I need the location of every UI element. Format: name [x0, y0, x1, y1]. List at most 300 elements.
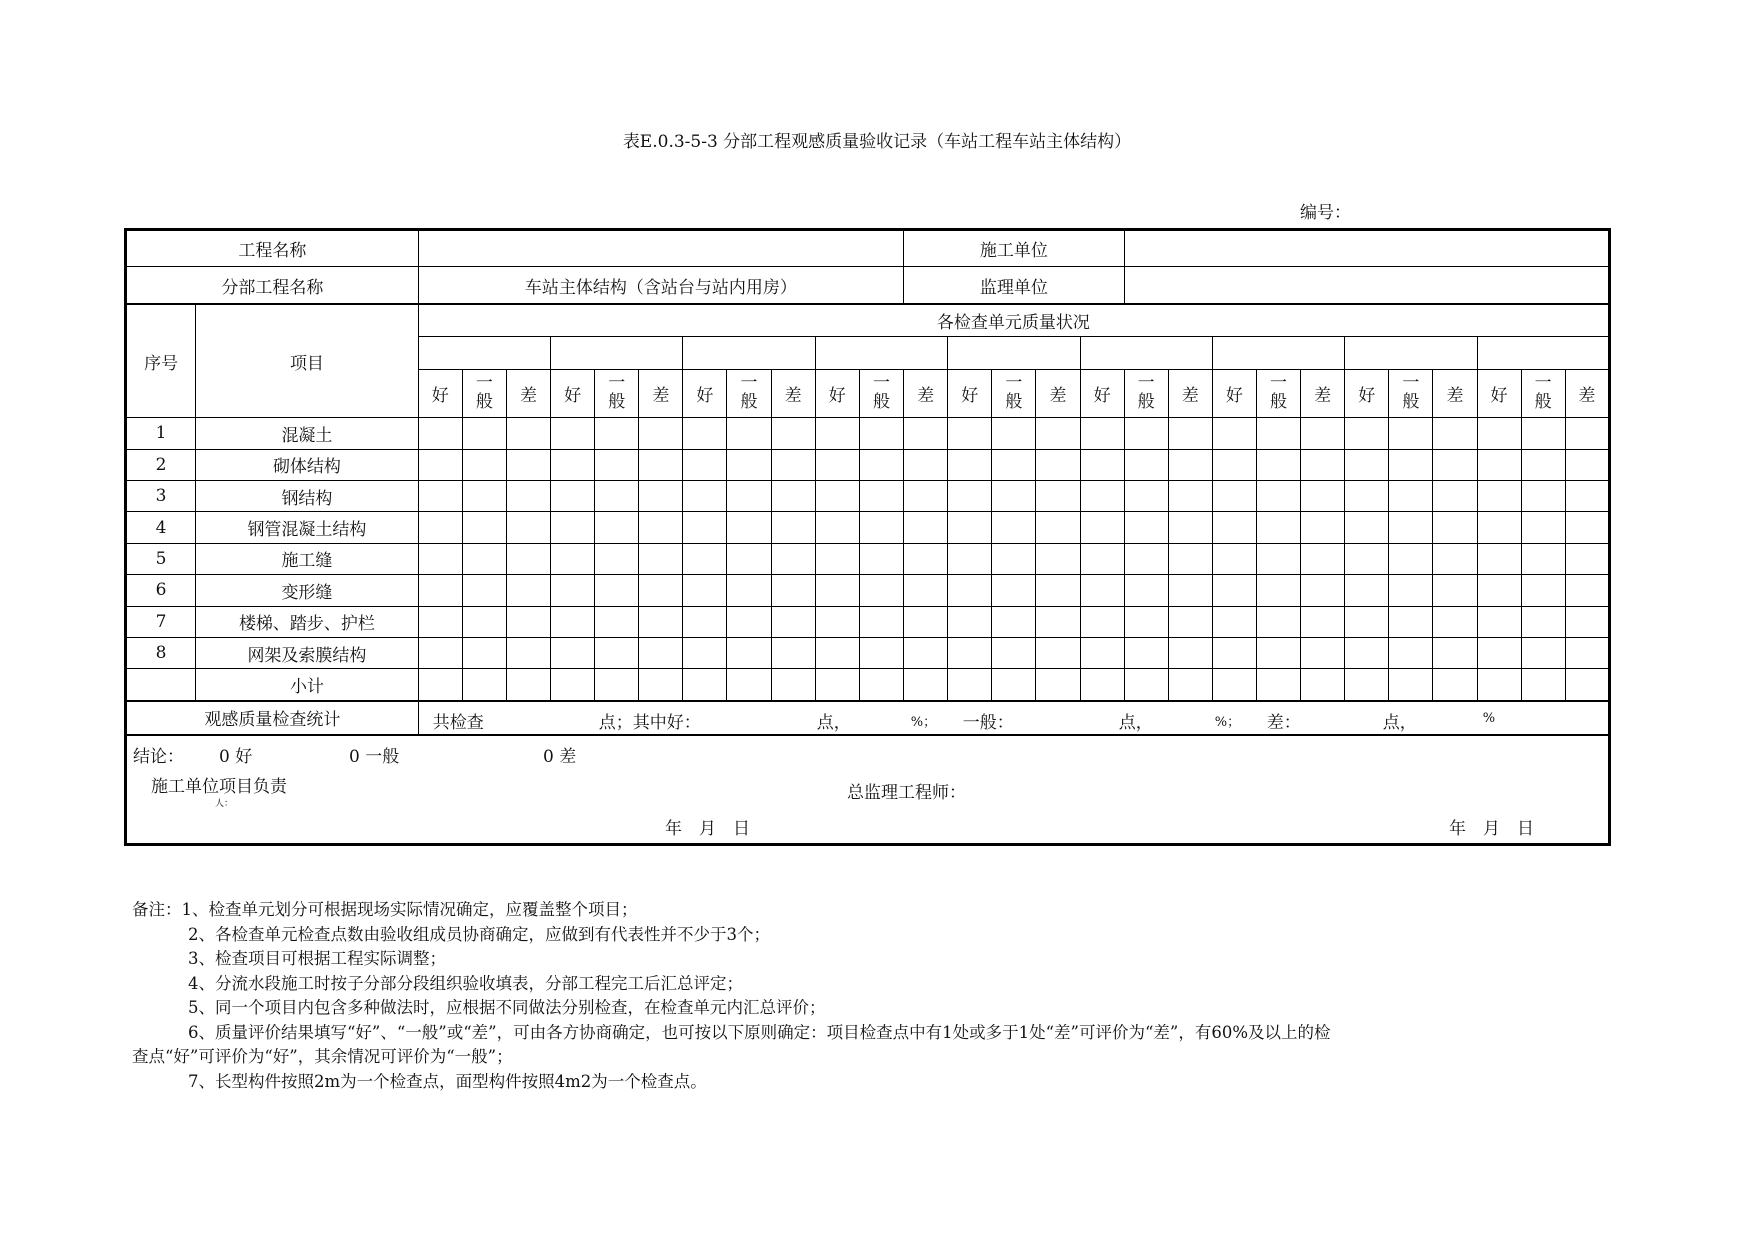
grade-input-cell[interactable] — [1389, 575, 1433, 606]
subtotal-cell[interactable] — [948, 669, 992, 701]
subtotal-cell[interactable] — [418, 669, 462, 701]
grade-input-cell[interactable] — [1036, 575, 1080, 606]
stat-pct1: %； — [910, 715, 937, 731]
grade-input-cell[interactable] — [992, 418, 1036, 449]
grade-input-cell[interactable] — [1565, 449, 1609, 480]
grade-input-cell[interactable] — [1345, 418, 1389, 449]
project-name-field[interactable] — [418, 230, 903, 267]
grade-input-cell[interactable] — [506, 449, 550, 480]
grade-input-cell[interactable] — [1124, 543, 1168, 574]
table-row — [126, 418, 1610, 449]
grade-fair-label — [727, 369, 771, 418]
grade-input-cell[interactable] — [948, 575, 992, 606]
grade-input-cell[interactable] — [462, 575, 506, 606]
grade-input-cell[interactable] — [595, 575, 639, 606]
grade-input-cell[interactable] — [948, 512, 992, 543]
grade-input-cell[interactable] — [1521, 512, 1565, 543]
grade-fair-bottom: 般 — [872, 392, 890, 413]
grade-input-cell[interactable] — [551, 606, 595, 637]
grade-input-cell[interactable] — [1256, 481, 1300, 512]
subtotal-cell[interactable] — [992, 669, 1036, 701]
grade-input-cell[interactable] — [904, 575, 948, 606]
grade-input-cell[interactable] — [595, 606, 639, 637]
grade-input-cell[interactable] — [1345, 575, 1389, 606]
grade-input-cell[interactable] — [683, 418, 727, 449]
grade-input-cell[interactable] — [771, 481, 815, 512]
grade-input-cell[interactable] — [1565, 512, 1609, 543]
grade-input-cell[interactable] — [418, 575, 462, 606]
grade-fair-top: 一 — [475, 373, 493, 394]
grade-input-cell[interactable] — [418, 637, 462, 668]
grade-input-cell[interactable] — [418, 606, 462, 637]
grade-input-cell[interactable] — [639, 481, 683, 512]
grade-input-cell[interactable] — [418, 512, 462, 543]
grade-input-cell[interactable] — [948, 606, 992, 637]
supervisor-sign-date[interactable]: 年 月 日 — [1449, 818, 1534, 839]
grade-input-cell[interactable] — [992, 606, 1036, 637]
grade-input-cell[interactable] — [1477, 418, 1521, 449]
unit-name-cell[interactable] — [1212, 337, 1344, 369]
subproject-field[interactable]: 车站主体结构（含站台与站内用房） — [418, 267, 903, 304]
grade-input-cell[interactable] — [1212, 575, 1256, 606]
inspection-form-table — [124, 228, 1611, 846]
grade-input-cell[interactable] — [1433, 418, 1477, 449]
grade-input-cell[interactable] — [1477, 481, 1521, 512]
grade-input-cell[interactable] — [1521, 481, 1565, 512]
grade-input-cell[interactable] — [506, 418, 550, 449]
grade-input-cell[interactable] — [1168, 637, 1212, 668]
grade-input-cell[interactable] — [1345, 606, 1389, 637]
grade-input-cell[interactable] — [595, 449, 639, 480]
unit-name-cell[interactable] — [1080, 337, 1212, 369]
grade-input-cell[interactable] — [904, 606, 948, 637]
grade-input-cell[interactable] — [904, 481, 948, 512]
grade-input-cell[interactable] — [1345, 449, 1389, 480]
stat-fair: 一般： — [962, 713, 1014, 734]
grade-input-cell[interactable] — [1389, 543, 1433, 574]
grade-input-cell[interactable] — [1256, 637, 1300, 668]
grade-input-cell[interactable] — [815, 481, 859, 512]
grade-input-cell[interactable] — [1433, 543, 1477, 574]
grade-input-cell[interactable] — [1565, 606, 1609, 637]
grade-input-cell[interactable] — [506, 637, 550, 668]
supervisor-field[interactable] — [1124, 267, 1609, 304]
subtotal-seq — [126, 669, 196, 701]
subtotal-cell[interactable] — [1433, 669, 1477, 701]
grade-input-cell[interactable] — [1521, 418, 1565, 449]
grade-input-cell[interactable] — [595, 481, 639, 512]
subtotal-cell[interactable] — [1521, 669, 1565, 701]
grade-input-cell[interactable] — [859, 637, 903, 668]
grade-input-cell[interactable] — [1036, 481, 1080, 512]
grade-fair-bottom: 般 — [740, 392, 758, 413]
grade-input-cell[interactable] — [1124, 606, 1168, 637]
subtotal-cell[interactable] — [727, 669, 771, 701]
grade-input-cell[interactable] — [859, 606, 903, 637]
grade-fair-bottom: 般 — [1005, 392, 1023, 413]
grade-input-cell[interactable] — [1345, 637, 1389, 668]
subtotal-cell[interactable] — [1389, 669, 1433, 701]
grade-input-cell[interactable] — [992, 575, 1036, 606]
grade-input-cell[interactable] — [1256, 418, 1300, 449]
grade-input-cell[interactable] — [1256, 575, 1300, 606]
grade-input-cell[interactable] — [551, 481, 595, 512]
grade-input-cell[interactable] — [1565, 481, 1609, 512]
grade-input-cell[interactable] — [1477, 512, 1521, 543]
grade-fair-bottom: 般 — [1534, 392, 1552, 413]
statistics-cell[interactable] — [418, 701, 1609, 734]
grade-input-cell[interactable] — [1168, 512, 1212, 543]
unit-name-cell[interactable] — [418, 337, 550, 369]
grade-input-cell[interactable] — [639, 543, 683, 574]
grade-input-cell[interactable] — [1433, 449, 1477, 480]
grade-input-cell[interactable] — [683, 606, 727, 637]
grade-input-cell[interactable] — [1168, 543, 1212, 574]
grade-input-cell[interactable] — [595, 512, 639, 543]
grade-input-cell[interactable] — [683, 543, 727, 574]
grade-input-cell[interactable] — [1080, 637, 1124, 668]
grade-input-cell[interactable] — [727, 575, 771, 606]
subtotal-cell[interactable] — [1212, 669, 1256, 701]
grade-input-cell[interactable] — [948, 449, 992, 480]
grade-input-cell[interactable] — [1389, 449, 1433, 480]
grade-input-cell[interactable] — [727, 606, 771, 637]
grade-input-cell[interactable] — [1565, 575, 1609, 606]
grade-input-cell[interactable] — [1212, 606, 1256, 637]
grade-input-cell[interactable] — [1212, 481, 1256, 512]
grade-good-label: 好 — [551, 369, 595, 418]
grade-good-label: 好 — [948, 369, 992, 418]
grade-input-cell[interactable] — [1036, 449, 1080, 480]
grade-input-cell[interactable] — [506, 606, 550, 637]
grade-input-cell[interactable] — [771, 543, 815, 574]
grade-input-cell[interactable] — [1168, 575, 1212, 606]
grade-input-cell[interactable] — [551, 575, 595, 606]
subtotal-cell[interactable] — [1124, 669, 1168, 701]
subtotal-cell[interactable] — [1036, 669, 1080, 701]
grade-input-cell[interactable] — [1389, 637, 1433, 668]
unit-name-cell[interactable] — [815, 337, 947, 369]
grade-input-cell[interactable] — [1389, 418, 1433, 449]
unit-name-cell[interactable] — [1477, 337, 1610, 369]
grade-good-label: 好 — [1477, 369, 1521, 418]
subtotal-cell[interactable] — [1477, 669, 1521, 701]
grade-input-cell[interactable] — [815, 575, 859, 606]
stat-pct2: %； — [1214, 715, 1241, 731]
grade-input-cell[interactable] — [1212, 637, 1256, 668]
grade-input-cell[interactable] — [771, 637, 815, 668]
grade-input-cell[interactable] — [771, 449, 815, 480]
project-name-label: 工程名称 — [126, 230, 419, 267]
stat-pct3: % — [1482, 711, 1496, 727]
grade-input-cell[interactable] — [1477, 637, 1521, 668]
grade-good-label: 好 — [683, 369, 727, 418]
grade-input-cell[interactable] — [1301, 481, 1345, 512]
grade-input-cell[interactable] — [1124, 575, 1168, 606]
grade-input-cell[interactable] — [551, 418, 595, 449]
grade-input-cell[interactable] — [904, 418, 948, 449]
grade-input-cell[interactable] — [595, 418, 639, 449]
grade-input-cell[interactable] — [1212, 543, 1256, 574]
grade-input-cell[interactable] — [1080, 512, 1124, 543]
subtotal-cell[interactable] — [639, 669, 683, 701]
grade-input-cell[interactable] — [904, 543, 948, 574]
grade-input-cell[interactable] — [859, 481, 903, 512]
grade-input-cell[interactable] — [462, 606, 506, 637]
conclusion-good-count: 0 好 — [219, 746, 253, 767]
grade-input-cell[interactable] — [1256, 606, 1300, 637]
grade-input-cell[interactable] — [1521, 543, 1565, 574]
grade-input-cell[interactable] — [1477, 543, 1521, 574]
remark-line: 4、分流水段施工时按子分部分段组织验收填表，分部工程完工后汇总评定； — [188, 973, 743, 993]
grade-input-cell[interactable] — [904, 637, 948, 668]
grade-input-cell[interactable] — [815, 512, 859, 543]
grade-input-cell[interactable] — [1256, 512, 1300, 543]
grade-input-cell[interactable] — [1036, 543, 1080, 574]
grade-input-cell[interactable] — [639, 449, 683, 480]
grade-input-cell[interactable] — [859, 449, 903, 480]
grade-input-cell[interactable] — [727, 512, 771, 543]
subtotal-cell[interactable] — [1080, 669, 1124, 701]
stat-p1: 点， — [816, 713, 851, 734]
subtotal-cell[interactable] — [462, 669, 506, 701]
grade-input-cell[interactable] — [1521, 606, 1565, 637]
grade-input-cell[interactable] — [727, 543, 771, 574]
grade-input-cell[interactable] — [992, 543, 1036, 574]
grade-input-cell[interactable] — [771, 418, 815, 449]
grade-input-cell[interactable] — [1080, 575, 1124, 606]
grade-input-cell[interactable] — [551, 449, 595, 480]
grade-input-cell[interactable] — [506, 481, 550, 512]
grade-input-cell[interactable] — [683, 575, 727, 606]
grade-input-cell[interactable] — [727, 449, 771, 480]
grade-input-cell[interactable] — [1256, 543, 1300, 574]
table-row — [126, 575, 1610, 606]
contractor-field[interactable] — [1124, 230, 1609, 267]
grade-input-cell[interactable] — [1080, 481, 1124, 512]
grade-input-cell[interactable] — [1477, 575, 1521, 606]
grade-input-cell[interactable] — [1433, 575, 1477, 606]
grade-input-cell[interactable] — [462, 481, 506, 512]
item-seq: 3 — [126, 481, 196, 512]
table-row — [126, 543, 1610, 574]
grade-input-cell[interactable] — [1168, 449, 1212, 480]
grade-input-cell[interactable] — [1477, 449, 1521, 480]
grade-input-cell[interactable] — [551, 637, 595, 668]
grade-input-cell[interactable] — [727, 418, 771, 449]
grade-input-cell[interactable] — [462, 418, 506, 449]
grade-input-cell[interactable] — [506, 543, 550, 574]
subtotal-cell[interactable] — [859, 669, 903, 701]
grade-input-cell[interactable] — [1433, 481, 1477, 512]
grade-input-cell[interactable] — [639, 637, 683, 668]
grade-input-cell[interactable] — [948, 418, 992, 449]
grade-input-cell[interactable] — [1345, 512, 1389, 543]
subtotal-cell[interactable] — [1345, 669, 1389, 701]
grade-input-cell[interactable] — [1301, 449, 1345, 480]
subtotal-cell[interactable] — [595, 669, 639, 701]
grade-input-cell[interactable] — [418, 481, 462, 512]
contractor-sign-date[interactable]: 年 月 日 — [665, 818, 750, 839]
grade-input-cell[interactable] — [1521, 449, 1565, 480]
grade-input-cell[interactable] — [683, 637, 727, 668]
grade-input-cell[interactable] — [904, 512, 948, 543]
grade-input-cell[interactable] — [1565, 418, 1609, 449]
grade-input-cell[interactable] — [727, 481, 771, 512]
grade-input-cell[interactable] — [948, 481, 992, 512]
subtotal-cell[interactable] — [1301, 669, 1345, 701]
item-name: 钢管混凝土结构 — [196, 512, 419, 543]
grade-input-cell[interactable] — [727, 637, 771, 668]
item-header: 项目 — [196, 304, 419, 417]
grade-input-cell[interactable] — [771, 606, 815, 637]
subtotal-cell[interactable] — [1256, 669, 1300, 701]
subtotal-cell[interactable] — [1565, 669, 1609, 701]
grade-input-cell[interactable] — [815, 606, 859, 637]
chief-supervisor-signature-label[interactable]: 总监理工程师： — [847, 782, 966, 803]
grade-input-cell[interactable] — [815, 418, 859, 449]
grade-input-cell[interactable] — [639, 575, 683, 606]
grade-input-cell[interactable] — [1301, 418, 1345, 449]
grade-input-cell[interactable] — [1036, 606, 1080, 637]
grade-poor-label: 差 — [506, 369, 550, 418]
grade-input-cell[interactable] — [815, 449, 859, 480]
stat-good: 点；其中好： — [598, 713, 701, 734]
grade-input-cell[interactable] — [1036, 637, 1080, 668]
grade-input-cell[interactable] — [418, 418, 462, 449]
grade-input-cell[interactable] — [904, 449, 948, 480]
grade-input-cell[interactable] — [1389, 606, 1433, 637]
grade-fair-bottom: 般 — [1402, 392, 1420, 413]
remark-line: 查点“好”可评价为“好”，其余情况可评价为“一般”； — [132, 1047, 513, 1066]
grade-input-cell[interactable] — [1565, 543, 1609, 574]
conclusion-label: 结论： — [133, 746, 184, 767]
unit-name-cell[interactable] — [948, 337, 1080, 369]
grade-input-cell[interactable] — [551, 543, 595, 574]
grade-input-cell[interactable] — [771, 512, 815, 543]
grade-input-cell[interactable] — [1301, 543, 1345, 574]
grade-input-cell[interactable] — [992, 449, 1036, 480]
grade-input-cell[interactable] — [992, 481, 1036, 512]
grade-input-cell[interactable] — [1080, 418, 1124, 449]
subtotal-cell[interactable] — [506, 669, 550, 701]
stat-total: 共检查 — [432, 713, 484, 734]
unit-name-cell[interactable] — [1345, 337, 1477, 369]
unit-name-cell[interactable] — [683, 337, 815, 369]
grade-good-label: 好 — [1345, 369, 1389, 418]
grade-input-cell[interactable] — [1477, 606, 1521, 637]
grade-input-cell[interactable] — [1565, 637, 1609, 668]
grade-input-cell[interactable] — [1124, 481, 1168, 512]
grade-input-cell[interactable] — [1521, 637, 1565, 668]
grade-input-cell[interactable] — [683, 481, 727, 512]
grade-input-cell[interactable] — [815, 637, 859, 668]
grade-input-cell[interactable] — [1212, 418, 1256, 449]
grade-input-cell[interactable] — [639, 418, 683, 449]
grade-input-cell[interactable] — [506, 512, 550, 543]
grade-input-cell[interactable] — [683, 512, 727, 543]
grade-input-cell[interactable] — [1345, 481, 1389, 512]
grade-input-cell[interactable] — [462, 543, 506, 574]
grade-input-cell[interactable] — [1389, 481, 1433, 512]
grade-input-cell[interactable] — [1080, 606, 1124, 637]
grade-input-cell[interactable] — [948, 637, 992, 668]
grade-input-cell[interactable] — [506, 575, 550, 606]
grade-input-cell[interactable] — [683, 449, 727, 480]
grade-input-cell[interactable] — [595, 637, 639, 668]
grade-input-cell[interactable] — [462, 449, 506, 480]
grade-input-cell[interactable] — [859, 512, 903, 543]
table-row — [126, 606, 1610, 637]
grade-input-cell[interactable] — [948, 543, 992, 574]
grade-input-cell[interactable] — [1168, 481, 1212, 512]
subtotal-cell[interactable] — [683, 669, 727, 701]
grade-input-cell[interactable] — [771, 575, 815, 606]
grade-input-cell[interactable] — [1124, 512, 1168, 543]
grade-input-cell[interactable] — [1168, 418, 1212, 449]
grade-input-cell[interactable] — [815, 543, 859, 574]
grade-input-cell[interactable] — [418, 449, 462, 480]
grade-input-cell[interactable] — [1301, 512, 1345, 543]
grade-input-cell[interactable] — [859, 543, 903, 574]
contractor-signature-label[interactable]: 施工单位项目负责 — [151, 776, 287, 797]
grade-input-cell[interactable] — [1301, 637, 1345, 668]
grade-input-cell[interactable] — [1124, 449, 1168, 480]
grade-input-cell[interactable] — [418, 543, 462, 574]
unit-name-cell[interactable] — [551, 337, 683, 369]
grade-input-cell[interactable] — [1124, 637, 1168, 668]
grade-input-cell[interactable] — [462, 637, 506, 668]
grade-input-cell[interactable] — [1212, 449, 1256, 480]
grade-input-cell[interactable] — [1036, 418, 1080, 449]
grade-input-cell[interactable] — [1433, 606, 1477, 637]
grade-poor-label: 差 — [1301, 369, 1345, 418]
grade-input-cell[interactable] — [639, 512, 683, 543]
grade-input-cell[interactable] — [1168, 606, 1212, 637]
table-row — [126, 637, 1610, 668]
grade-input-cell[interactable] — [992, 512, 1036, 543]
grade-input-cell[interactable] — [639, 606, 683, 637]
grade-poor-label: 差 — [904, 369, 948, 418]
grade-input-cell[interactable] — [1433, 637, 1477, 668]
grade-input-cell[interactable] — [992, 637, 1036, 668]
subtotal-cell[interactable] — [815, 669, 859, 701]
grade-input-cell[interactable] — [1521, 575, 1565, 606]
subtotal-cell[interactable] — [904, 669, 948, 701]
grade-input-cell[interactable] — [1301, 575, 1345, 606]
grade-input-cell[interactable] — [1124, 418, 1168, 449]
grade-input-cell[interactable] — [1433, 512, 1477, 543]
grade-input-cell[interactable] — [595, 543, 639, 574]
grade-input-cell[interactable] — [1080, 543, 1124, 574]
grade-fair-top: 一 — [1137, 373, 1155, 394]
grade-input-cell[interactable] — [1389, 512, 1433, 543]
grade-input-cell[interactable] — [859, 418, 903, 449]
grade-input-cell[interactable] — [1301, 606, 1345, 637]
grade-input-cell[interactable] — [1345, 543, 1389, 574]
grade-input-cell[interactable] — [551, 512, 595, 543]
grade-input-cell[interactable] — [462, 512, 506, 543]
grade-input-cell[interactable] — [1080, 449, 1124, 480]
seq-header: 序号 — [126, 304, 196, 417]
grade-input-cell[interactable] — [1256, 449, 1300, 480]
subtotal-cell[interactable] — [551, 669, 595, 701]
grade-input-cell[interactable] — [1212, 512, 1256, 543]
subtotal-cell[interactable] — [1168, 669, 1212, 701]
grade-input-cell[interactable] — [1036, 512, 1080, 543]
subtotal-cell[interactable] — [771, 669, 815, 701]
grade-input-cell[interactable] — [859, 575, 903, 606]
